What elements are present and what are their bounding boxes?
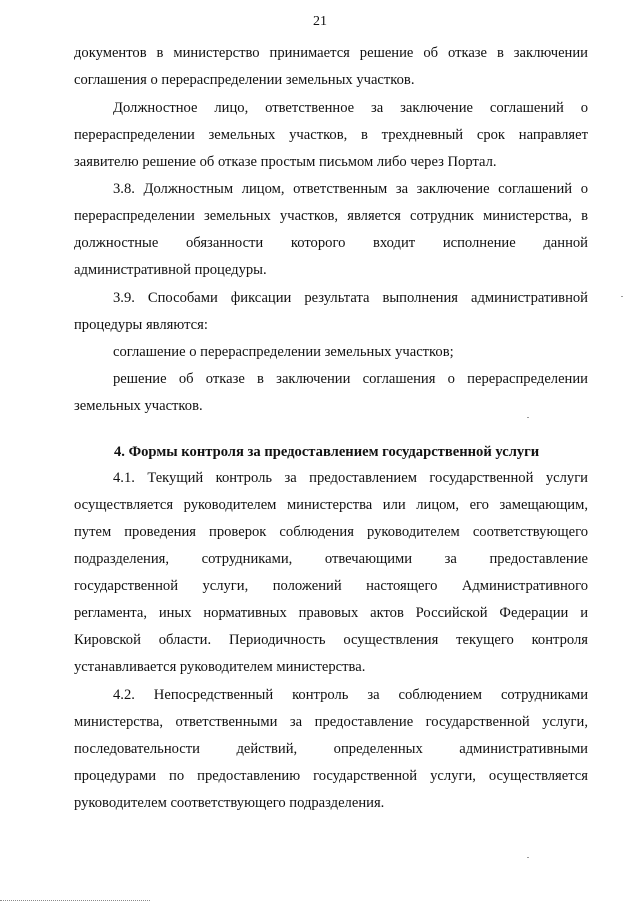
text-line: осуществляется руководителем министерства или лицом, его замещающим, [74, 497, 588, 513]
text-line: решение об отказе в заключении соглашения о перераспределении [113, 371, 588, 387]
text-line: 3.9. Способами фиксации результата выполнения административной [113, 290, 588, 306]
text-line: Должностное лицо, ответственное за заключение соглашений о [113, 100, 588, 116]
text-line: соглашения о перераспределении земельных участков. [74, 72, 415, 88]
text-line: последовательности действий, определенных административными [74, 741, 588, 757]
text-line: процедурами по предоставлению государственной услуги, осуществляется [74, 768, 588, 784]
text-line: перераспределении земельных участков, в трехдневный срок направляет [74, 127, 588, 143]
text-line: путем проведения проверок соблюдения руководителем соответствующего [74, 524, 588, 540]
text-line: заявителю решение об отказе простым письмом либо через Портал. [74, 154, 497, 170]
text-line: 3.8. Должностным лицом, ответственным за заключение соглашений о [113, 181, 588, 197]
text-line: министерства, ответственными за предоставление государственной услуги, [74, 714, 588, 730]
text-line: соглашение о перераспределении земельных участков; [113, 344, 454, 360]
footer-rule [0, 900, 150, 901]
text-line: государственной услуги, положений настоящего Административного [74, 578, 588, 594]
text-line: устанавливается руководителем министерства. [74, 659, 366, 675]
text-line: подразделения, сотрудниками, отвечающими за предоставление [74, 551, 588, 567]
text-line: руководителем соответствующего подразделения. [74, 795, 385, 811]
scan-speck [527, 417, 529, 418]
section-heading: 4. Формы контроля за предоставлением государственной услуги [114, 444, 540, 460]
text-line: 4.1. Текущий контроль за предоставлением государственной услуги [113, 470, 588, 486]
text-line: регламента, иных нормативных правовых актов Российской Федерации и [74, 605, 588, 621]
text-line: земельных участков. [74, 398, 203, 414]
text-line: перераспределении земельных участков, является сотрудник министерства, в [74, 208, 588, 224]
text-line: Кировской области. Периодичность осуществления текущего контроля [74, 632, 588, 648]
scan-speck [621, 296, 623, 297]
page-number: 21 [313, 14, 327, 29]
text-line: 4.2. Непосредственный контроль за соблюдением сотрудниками [113, 687, 588, 703]
text-line: документов в министерство принимается решение об отказе в заключении [74, 45, 588, 61]
text-line: административной процедуры. [74, 262, 267, 278]
scan-speck [527, 857, 529, 858]
text-line: должностные обязанности которого входит исполнение данной [74, 235, 588, 251]
text-line: процедуры являются: [74, 317, 208, 333]
